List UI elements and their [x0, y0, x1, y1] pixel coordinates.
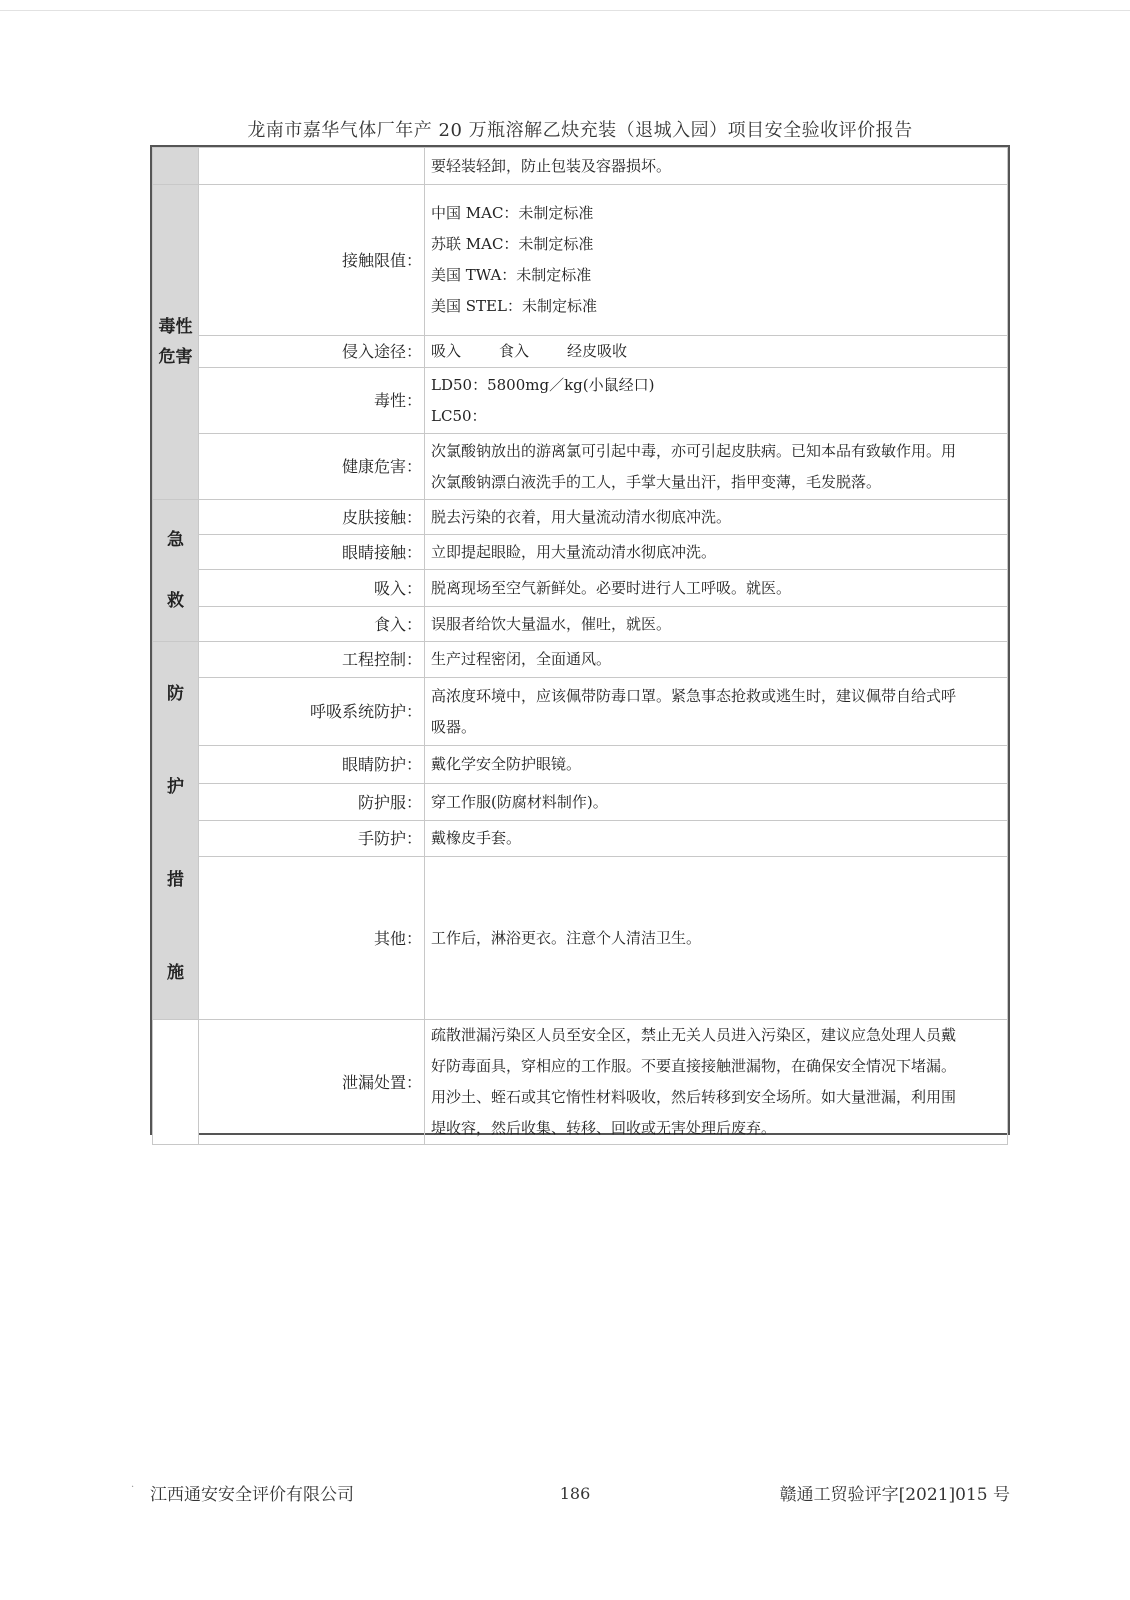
other-protection-label: 其他：: [199, 857, 425, 1020]
footer-page-number: 186: [559, 1484, 591, 1503]
msds-table: [150, 145, 1010, 1135]
category-cell-empty: [153, 1020, 199, 1145]
hand-protection-value: 戴橡皮手套。: [425, 821, 1008, 857]
category-char: 施: [167, 962, 184, 983]
respiratory-protection-value: [425, 678, 1008, 746]
table-row: [153, 368, 1008, 434]
msds-table-body: [152, 147, 1008, 1145]
category-char: 毒性: [158, 317, 193, 337]
eye-protection-label: 眼睛防护：: [199, 746, 425, 784]
category-char: 护: [167, 777, 184, 798]
skin-contact-value: 脱去污染的衣着，用大量流动清水彻底冲洗。: [425, 500, 1008, 535]
category-char: 危害: [158, 347, 193, 367]
table-row: [153, 1020, 1008, 1145]
eye-contact-value: 立即提起眼睑，用大量流动清水彻底冲洗。: [425, 535, 1008, 570]
text-line: 好防毒面具，穿相应的工作服。不要直接接触泄漏物，在确保安全情况下堵漏。: [431, 1057, 957, 1075]
ingestion-value: 误服者给饮大量温水，催吐，就医。: [425, 607, 1008, 642]
table-row: [153, 185, 1008, 336]
eye-protection-value: 戴化学安全防护眼镜。: [425, 746, 1008, 784]
table-row: [153, 535, 1008, 570]
category-char: 措: [167, 869, 184, 890]
table-row: [153, 857, 1008, 1020]
table-row: [153, 148, 1008, 185]
toxicity-value: [425, 368, 1008, 434]
route-item: 经皮吸收: [567, 342, 628, 360]
ingestion-label: 食入：: [199, 607, 425, 642]
respiratory-protection-label: 呼吸系统防护：: [199, 678, 425, 746]
other-protection-value: 工作后，淋浴更衣。注意个人清洁卫生。: [425, 857, 1008, 1020]
route-item: 吸入: [431, 342, 462, 360]
scan-speck: ·: [131, 1482, 135, 1493]
protective-clothing-label: 防护服：: [199, 784, 425, 821]
text-line: LC50：: [431, 406, 487, 425]
text-line: 堤收容，然后收集、转移、回收或无害处理后废弃。: [431, 1119, 777, 1137]
text-line: 次氯酸钠漂白液洗手的工人，手掌大量出汗，指甲变薄，毛发脱落。: [431, 472, 882, 491]
table-row: [153, 821, 1008, 857]
continuation-text: 要轻装轻卸，防止包装及容器损坏。: [425, 148, 1008, 185]
category-char: 救: [167, 590, 184, 611]
protective-clothing-value: 穿工作服(防腐材料制作)。: [425, 784, 1008, 821]
text-line: 美国 TWA：未制定标准: [431, 266, 592, 284]
text-line: 用沙土、蛭石或其它惰性材料吸收，然后转移到安全场所。如大量泄漏，利用围: [431, 1088, 957, 1106]
text-line: 中国 MAC：未制定标准: [431, 204, 594, 222]
text-line: 疏散泄漏污染区人员至安全区，禁止无关人员进入污染区，建议应急处理人员戴: [431, 1026, 957, 1044]
table-row: [153, 607, 1008, 642]
category-toxicity: [153, 185, 199, 500]
category-protection: [153, 642, 199, 1020]
text-line: 吸器。: [431, 717, 477, 736]
category-cell-empty: [153, 148, 199, 185]
engineering-control-label: 工程控制：: [199, 642, 425, 678]
page-header-title: 龙南市嘉华气体厂年产 20 万瓶溶解乙炔充装（退城入园）项目安全验收评价报告: [247, 120, 913, 141]
toxicity-label: 毒性：: [199, 368, 425, 434]
table-row: [153, 784, 1008, 821]
text-line: 次氯酸钠放出的游离氯可引起中毒，亦可引起皮肤病。已知本品有致敏作用。用: [431, 441, 957, 460]
eye-contact-label: 眼睛接触：: [199, 535, 425, 570]
route-label: 侵入途径：: [199, 336, 425, 368]
footer-doc-number: 赣通工贸验评字[2021]015 号: [779, 1485, 1010, 1505]
exposure-limit-label: 接触限值：: [199, 185, 425, 336]
exposure-limit-value: [425, 185, 1008, 336]
inhalation-value: 脱离现场至空气新鲜处。必要时进行人工呼吸。就医。: [425, 570, 1008, 607]
table-row: [153, 434, 1008, 500]
text-line: 美国 STEL：未制定标准: [431, 297, 597, 315]
table-row: [153, 678, 1008, 746]
label-cell-empty: [199, 148, 425, 185]
category-char: 防: [167, 684, 184, 705]
table-row: [153, 570, 1008, 607]
category-first-aid: [153, 500, 199, 642]
table-row: [153, 336, 1008, 368]
inhalation-label: 吸入：: [199, 570, 425, 607]
text-line: 高浓度环境中，应该佩带防毒口罩。紧急事态抢救或逃生时，建议佩带自给式呼: [431, 686, 957, 705]
table-row: [153, 642, 1008, 678]
leak-handling-label: 泄漏处置：: [199, 1020, 425, 1145]
route-item: 食入: [499, 342, 530, 360]
table-row: [153, 746, 1008, 784]
footer-company: 江西通安安全评价有限公司: [150, 1485, 354, 1505]
table-row: [153, 500, 1008, 535]
hand-protection-label: 手防护：: [199, 821, 425, 857]
engineering-control-value: 生产过程密闭，全面通风。: [425, 642, 1008, 678]
text-line: 苏联 MAC：未制定标准: [431, 235, 594, 253]
top-rule: [0, 10, 1130, 11]
health-hazard-label: 健康危害：: [199, 434, 425, 500]
leak-handling-value: [425, 1020, 1008, 1145]
skin-contact-label: 皮肤接触：: [199, 500, 425, 535]
category-char: 急: [167, 530, 184, 551]
route-value: [425, 336, 1008, 368]
text-line: LD50：5800mg／kg(小鼠经口): [431, 375, 655, 394]
health-hazard-value: [425, 434, 1008, 500]
